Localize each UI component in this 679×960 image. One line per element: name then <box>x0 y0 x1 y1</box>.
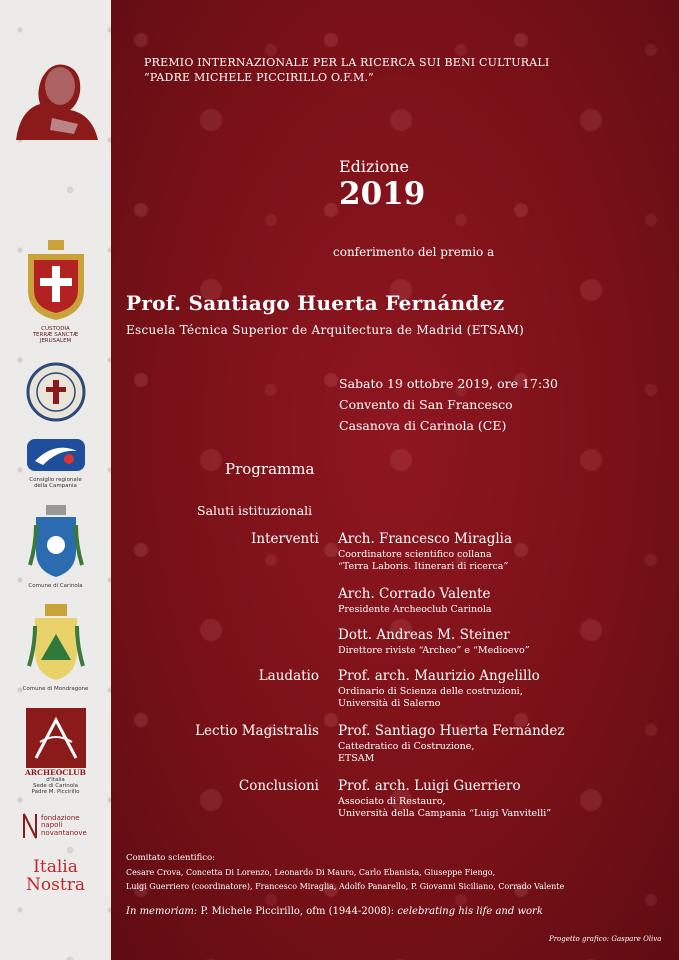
section-label-lectio: Lectio Magistralis <box>195 723 319 739</box>
portrait-image <box>0 52 111 146</box>
archeoclub-sede <box>0 783 111 795</box>
recipient-name: Prof. Santiago Huerta Fernández <box>126 291 505 315</box>
speaker-guerriero-detail-2: Università della Campania “Luigi Vanvitelli” <box>338 808 552 819</box>
italia-nostra-line-1: Italia <box>33 857 78 877</box>
speaker-guerriero: Prof. arch. Luigi Guerriero <box>338 778 521 794</box>
speaker-valente-detail: Presidente Archeoclub Carinola <box>338 604 492 615</box>
logo-sidebar <box>0 0 111 960</box>
studium-biblicum-seal <box>0 362 111 426</box>
programma-title: Programma <box>225 460 315 478</box>
fondazione-text <box>41 815 87 838</box>
fondazione-line-2: napoli <box>41 821 63 830</box>
consiglio-line-2: della Campania <box>34 483 77 489</box>
edition-label: Edizione <box>339 157 409 176</box>
header-line-2: “PADRE MICHELE PICCIRILLO O.F.M.” <box>144 71 375 84</box>
speaker-valente: Arch. Corrado Valente <box>338 586 491 602</box>
event-place: Casanova di Carinola (CE) <box>339 418 507 433</box>
comitato-line-1: Cesare Crova, Concetta Di Lorenzo, Leonardo Di Mauro, Carlo Ebanista, Giuseppe Fiengo, <box>126 868 496 877</box>
archeoclub-mark <box>26 708 86 768</box>
italia-nostra-text <box>0 858 111 894</box>
memoriam-line <box>126 906 543 917</box>
comitato-line-2: Luigi Guerriero (coordinatore), Francesco Miraglia, Adolfo Panarello, P. Giovanni Siciliano, Corrado Valente <box>126 882 565 891</box>
speaker-miraglia: Arch. Francesco Miraglia <box>338 531 513 547</box>
section-label-conclusioni: Conclusioni <box>238 778 319 794</box>
carinola-caption: Comune di Carinola <box>28 583 83 589</box>
carinola-crest <box>0 505 111 589</box>
archeoclub-sede-2: Padre M. Piccirillo <box>31 789 80 795</box>
fondazione-logo <box>0 812 111 840</box>
speaker-steiner: Dott. Andreas M. Steiner <box>338 627 510 643</box>
event-venue: Convento di San Francesco <box>339 397 513 412</box>
archeoclub-logo <box>0 708 111 795</box>
design-credit: Progetto grafico: Gaspare Oliva <box>549 935 662 943</box>
speaker-huerta-detail-1: Cattedratico di Costruzione, <box>338 741 475 752</box>
custodia-caption <box>0 326 111 344</box>
archeoclub-name: ARCHEOCLUB <box>24 768 87 777</box>
custodia-crest <box>0 240 111 344</box>
custodia-line-2: TERRÆ SANCTÆ <box>32 332 79 338</box>
fondazione-line-3: novantanove <box>41 828 87 837</box>
comitato-title: Comitato scientifico: <box>126 853 216 863</box>
edition-year: 2019 <box>339 176 426 212</box>
consiglio-regionale-logo <box>0 437 111 489</box>
speaker-angelillo-detail-2: Università di Salerno <box>338 698 441 709</box>
custodia-line-1: CUSTODIA <box>41 326 70 332</box>
italia-nostra-logo <box>0 858 111 894</box>
italia-nostra-line-2: Nostra <box>26 875 85 895</box>
poster-main <box>111 0 679 960</box>
speaker-guerriero-detail-1: Associato di Restauro, <box>338 796 446 807</box>
speaker-huerta-detail-2: ETSAM <box>338 753 375 764</box>
section-label-laudatio: Laudatio <box>258 668 319 684</box>
fondazione-line-1: fondazione <box>41 813 80 822</box>
saluti-istituzionali: Saluti istituzionali <box>197 503 313 518</box>
speaker-huerta: Prof. Santiago Huerta Fernández <box>338 723 565 739</box>
mondragone-crest <box>0 604 111 692</box>
archeoclub-sede-1: Sede di Carinola <box>32 783 78 789</box>
header-line-1: PREMIO INTERNAZIONALE PER LA RICERCA SUI BENI CULTURALI <box>144 56 550 69</box>
consiglio-line-1: Consiglio regionale <box>29 477 82 483</box>
recipient-institution: Escuela Técnica Superior de Arquitectura de Madrid (ETSAM) <box>126 323 525 337</box>
speaker-steiner-detail: Direttore riviste “Archeo” e “Medioevo” <box>338 645 530 656</box>
mondragone-caption: Comune di Mondragone <box>22 686 89 692</box>
custodia-line-3: JERUSALEM <box>39 338 72 344</box>
memoriam-name: P. Michele Piccirillo, ofm (1944-2008): <box>200 906 395 917</box>
memoriam-lead: In memoriam: <box>126 906 198 917</box>
speaker-angelillo-detail-1: Ordinario di Scienza delle costruzioni, <box>338 686 523 697</box>
archeoclub-sub: d'Italia <box>46 777 65 783</box>
speaker-angelillo: Prof. arch. Maurizio Angelillo <box>338 668 540 684</box>
fondazione-mark <box>22 812 38 840</box>
award-intro: conferimento del premio a <box>333 245 495 259</box>
consiglio-caption <box>0 477 111 489</box>
speaker-miraglia-detail-2: “Terra Laboris. Itinerari di ricerca” <box>338 561 509 572</box>
memoriam-tail: celebrating his life and work <box>397 906 543 917</box>
speaker-miraglia-detail-1: Coordinatore scientifico collana <box>338 549 492 560</box>
section-label-interventi: Interventi <box>251 531 319 547</box>
event-date: Sabato 19 ottobre 2019, ore 17:30 <box>339 376 558 391</box>
